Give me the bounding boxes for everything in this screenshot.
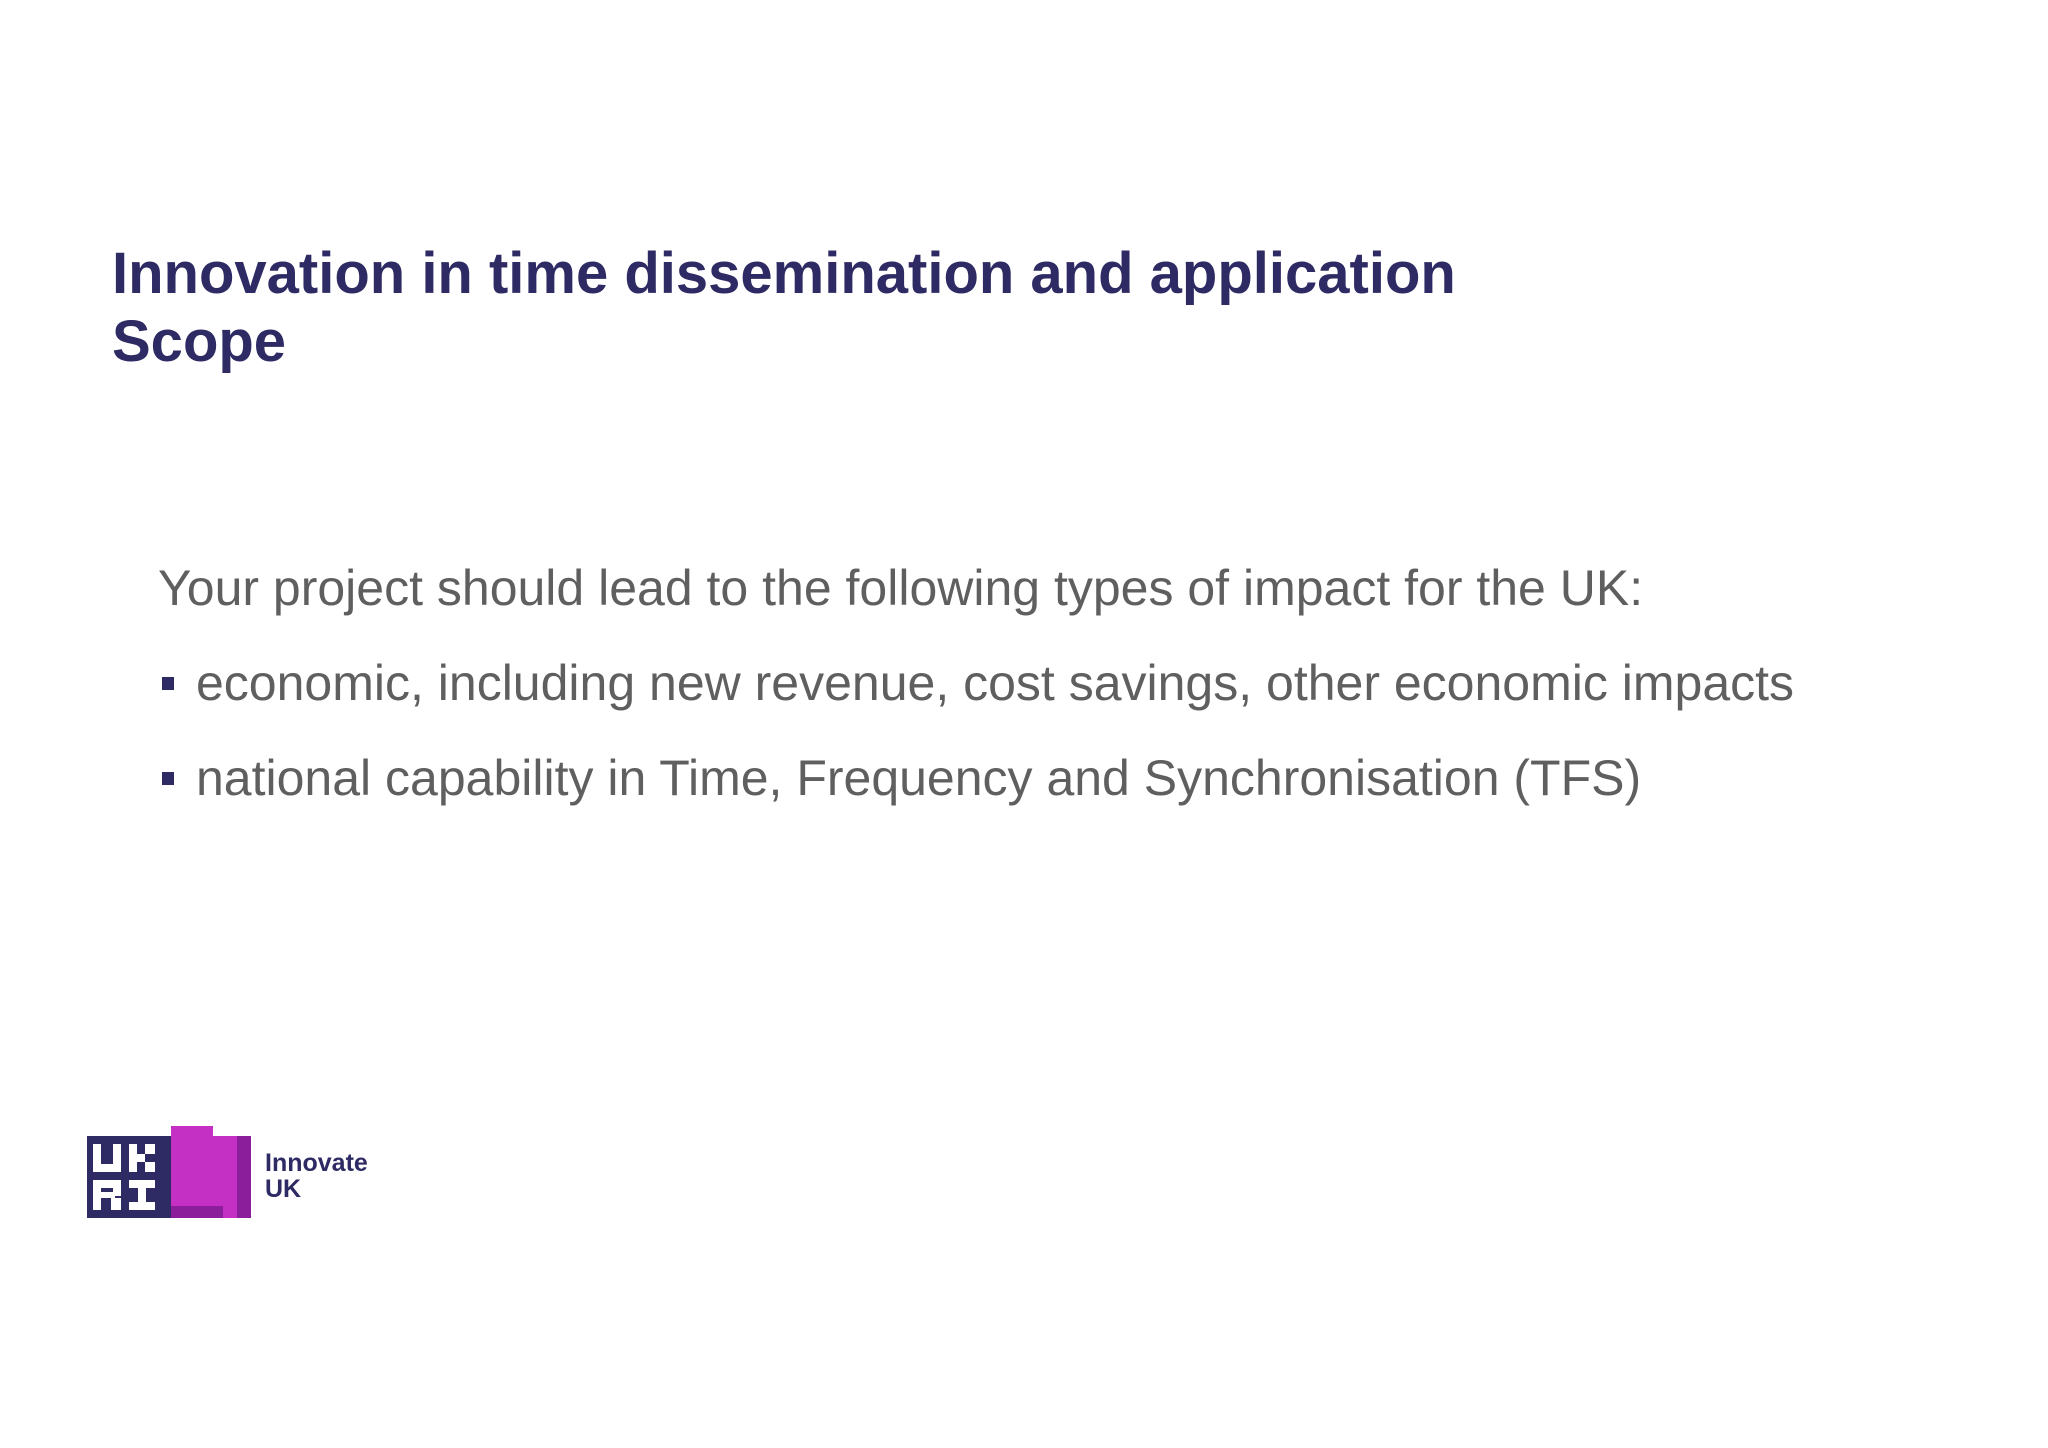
slide-body bbox=[158, 556, 1958, 810]
ukri-logo-icon bbox=[87, 1126, 257, 1218]
bullet-text: national capability in Time, Frequency and Synchronisation (TFS) bbox=[196, 750, 1642, 806]
square-bullet-icon bbox=[162, 677, 174, 690]
slide-title-line-1: Innovation in time dissemination and application bbox=[112, 241, 1456, 306]
slide-title-line-2: Scope bbox=[112, 309, 287, 374]
bullet-item bbox=[158, 651, 1958, 715]
slide-title bbox=[112, 240, 1456, 376]
innovate-uk-logo bbox=[87, 1126, 387, 1218]
logo-name-line-1: Innovate bbox=[265, 1149, 368, 1177]
logo-name bbox=[265, 1150, 368, 1202]
bullet-item bbox=[158, 746, 1958, 810]
bullet-list bbox=[158, 651, 1958, 810]
logo-name-line-2: UK bbox=[265, 1175, 302, 1203]
bullet-text: economic, including new revenue, cost savings, other economic impacts bbox=[196, 655, 1795, 711]
intro-text: Your project should lead to the following types of impact for the UK: bbox=[158, 560, 1644, 616]
square-bullet-icon bbox=[162, 772, 174, 785]
